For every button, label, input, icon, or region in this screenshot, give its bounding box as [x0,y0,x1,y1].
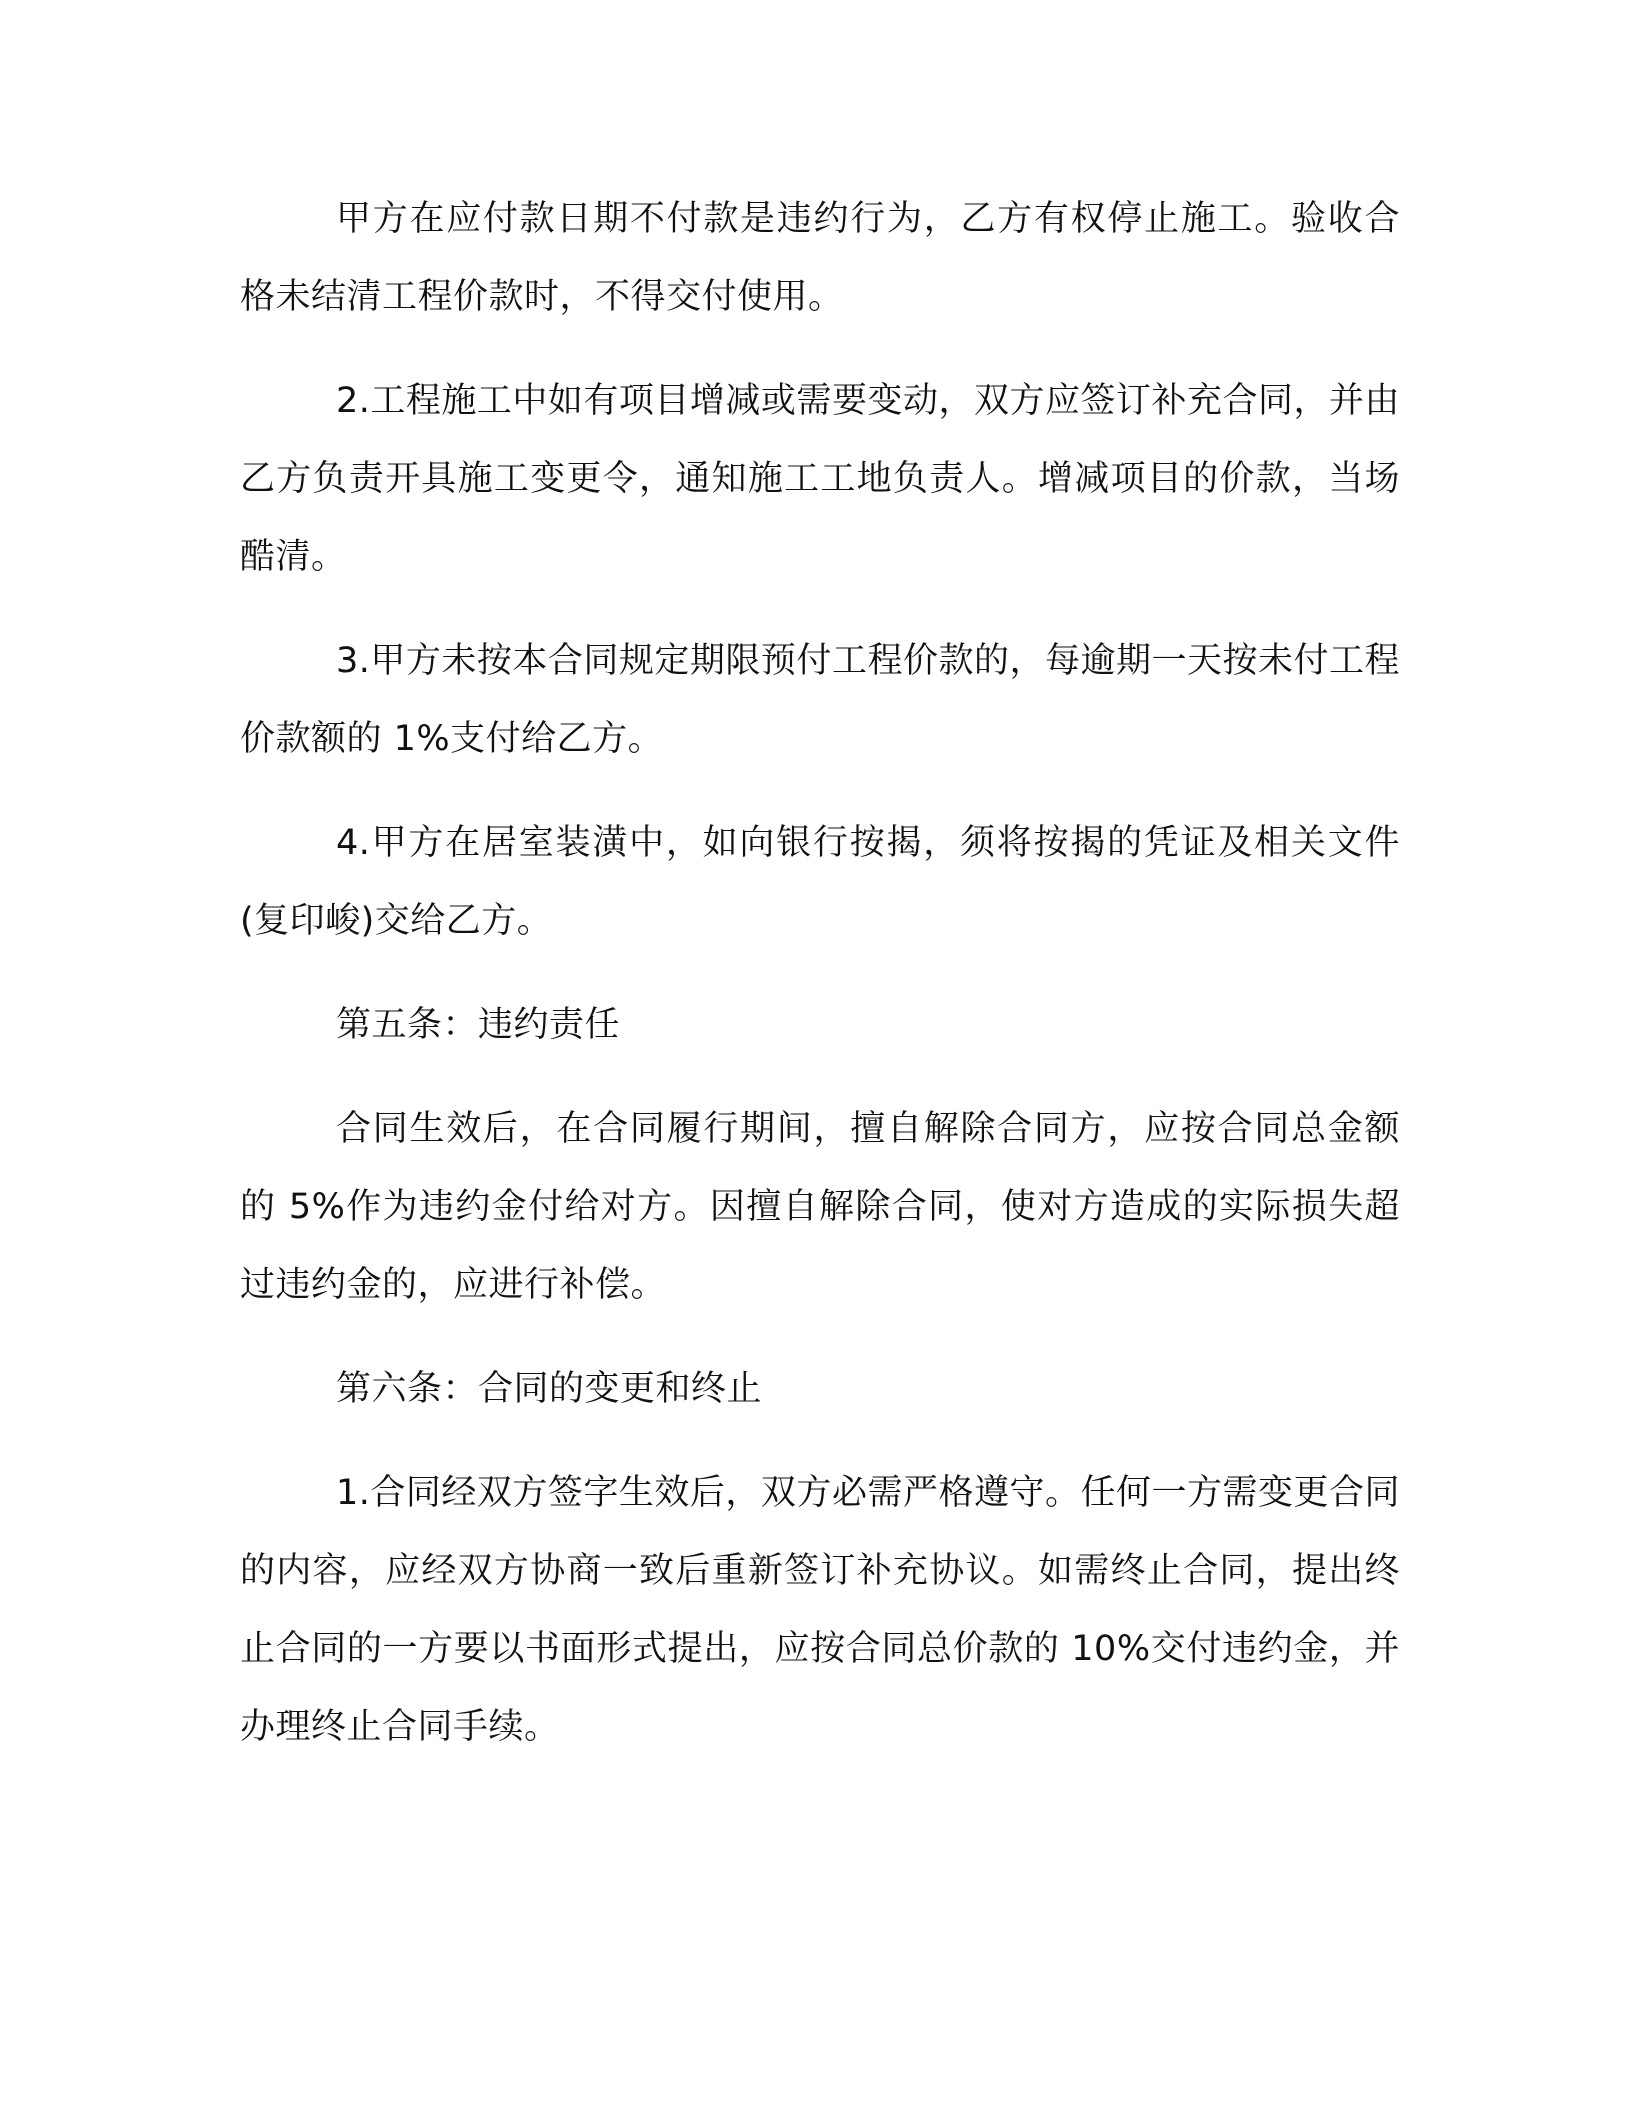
document-body [240,180,1400,1792]
paragraph-contract-change: 1.合同经双方签字生效后，双方必需严格遵守。任何一方需变更合同的内容，应经双方协商一致后重新签订补充协议。如需终止合同，提出终止合同的一方要以书面形式提出，应按合同总价款的 10%交付违约金，并办理终止合同手续。 [240,1473,1400,1747]
paragraph-mortgage: 4.甲方在居室装潢中，如向银行按揭，须将按揭的凭证及相关文件(复印峻)交给乙方。 [240,823,1400,941]
paragraph-late-payment: 3.甲方未按本合同规定期限预付工程价款的，每逾期一天按未付工程价款额的 1%支付给乙方。 [240,641,1400,759]
heading-article-6: 第六条：合同的变更和终止 [336,1369,763,1409]
paragraph-payment-default: 甲方在应付款日期不付款是违约行为，乙方有权停止施工。验收合格未结清工程价款时，不得交付使用。 [240,199,1400,317]
paragraph-breach-liability: 合同生效后，在合同履行期间，擅自解除合同方，应按合同总金额的 5%作为违约金付给对方。因擅自解除合同，使对方造成的实际损失超过违约金的，应进行补偿。 [240,1109,1400,1305]
heading-article-5: 第五条：违约责任 [336,1005,621,1045]
paragraph-project-changes: 2.工程施工中如有项目增减或需要变动，双方应签订补充合同，并由乙方负责开具施工变更令，通知施工工地负责人。增减项目的价款，当场酷清。 [240,381,1400,577]
